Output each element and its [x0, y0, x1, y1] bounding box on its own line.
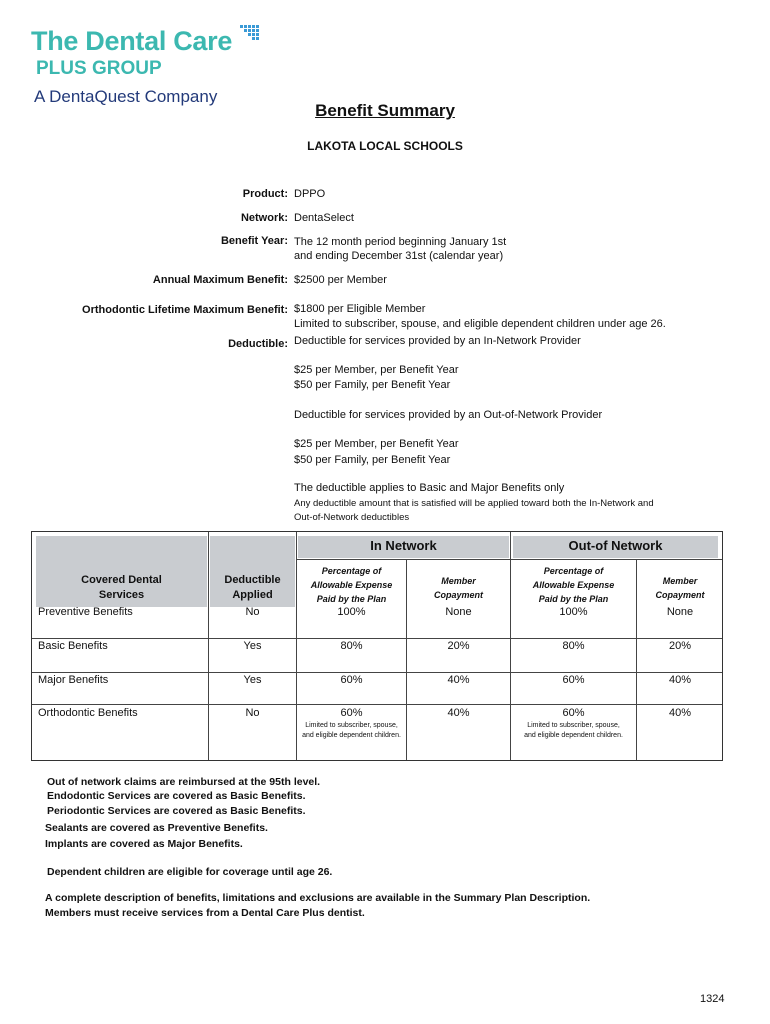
footer-note: Periodontic Services are covered as Basic Benefits.: [47, 805, 306, 817]
annual-max-label: Annual Maximum Benefit:: [152, 274, 288, 286]
footer-note: Members must receive services from a Dental Care Plus dentist.: [45, 907, 365, 919]
page-title: Benefit Summary: [315, 101, 455, 120]
logo-dots-icon: [240, 25, 260, 41]
benefit-table: In Network Out-of Network Covered Dental Services Deductible Applied Percentage of Allowable Expense Paid by the Plan Member Copayment Percentage of Allowable Expense Paid by the Plan Member Copayment Preventive Benefits No 100% None 100% None Basic Benefits Yes 80% 20% 80% 20% Major Benefits Yes 60% 40% 60% 40% Orthodontic Benefits No 60% 40% 60% 40% Limited to subscriber, spouse, and eligible dependent children. Limited to subscriber, spouse, and eligible dependent children.: [31, 531, 723, 761]
in-network-header: In Network: [370, 538, 437, 553]
deductible-out-member: $25 per Member, per Benefit Year: [294, 438, 459, 450]
benefit-year-value-2: and ending December 31st (calendar year): [294, 250, 504, 262]
page-number: 1324: [700, 993, 725, 1005]
logo-line-3: A DentaQuest Company: [34, 87, 218, 106]
ortho-max-label: Orthodontic Lifetime Maximum Benefit:: [82, 304, 288, 316]
deductible-applies: The deductible applies to Basic and Major Benefits only: [294, 482, 565, 494]
out-network-header: Out-of Network: [568, 538, 663, 553]
network-value: DentaSelect: [294, 212, 354, 224]
deductible-out-heading: Deductible for services provided by an Out-of-Network Provider: [294, 409, 603, 421]
benefit-year-label: Benefit Year:: [220, 235, 288, 247]
product-label: Product:: [242, 188, 288, 200]
deductible-label: Deductible:: [228, 338, 288, 350]
deductible-note-1: Any deductible amount that is satisfied will be applied toward both the In-Network and: [294, 498, 654, 509]
in-copay-header: Member Copayment: [433, 576, 483, 600]
footer-note: Endodontic Services are covered as Basic Benefits.: [47, 790, 306, 802]
deductible-in-heading: Deductible for services provided by an In-Network Provider: [294, 335, 581, 347]
footer-note: Out of network claims are reimbursed at the 95th level.: [47, 776, 321, 788]
deductible-applied-header: Deductible Applied: [224, 574, 281, 601]
logo-line-1: The Dental Care: [31, 26, 233, 56]
deductible-in-member: $25 per Member, per Benefit Year: [294, 364, 459, 376]
ortho-out-note: Limited to subscriber, spouse, and eligible dependent children.: [524, 722, 623, 739]
footer-note: Sealants are covered as Preventive Benefits.: [45, 822, 268, 834]
services-header: Covered Dental Services: [81, 574, 162, 601]
ortho-in-note: Limited to subscriber, spouse, and eligible dependent children.: [302, 722, 401, 739]
annual-max-value: $2500 per Member: [294, 274, 387, 286]
benefit-year-value-1: The 12 month period beginning January 1st: [294, 236, 507, 248]
ortho-max-value-1: $1800 per Eligible Member: [294, 303, 426, 315]
out-copay-header: Member Copayment: [655, 576, 705, 600]
footer-note: Implants are covered as Major Benefits.: [45, 838, 243, 850]
footer-note: Dependent children are eligible for coverage until age 26.: [47, 866, 333, 878]
deductible-note-2: Out-of-Network deductibles: [294, 512, 410, 523]
employer-name: LAKOTA LOCAL SCHOOLS: [307, 139, 463, 153]
out-pct-header: Percentage of Allowable Expense Paid by the Plan: [532, 566, 615, 604]
footer-note: A complete description of benefits, limitations and exclusions are available in the Summary Plan Description.: [45, 892, 591, 904]
deductible-out-family: $50 per Family, per Benefit Year: [294, 454, 451, 466]
network-label: Network:: [240, 212, 288, 224]
product-value: DPPO: [294, 188, 326, 200]
in-pct-header: Percentage of Allowable Expense Paid by the Plan: [310, 566, 393, 604]
ortho-max-value-2: Limited to subscriber, spouse, and eligible dependent children under age 26.: [294, 318, 666, 330]
logo-line-2: PLUS GROUP: [36, 58, 162, 79]
deductible-in-family: $50 per Family, per Benefit Year: [294, 379, 451, 391]
